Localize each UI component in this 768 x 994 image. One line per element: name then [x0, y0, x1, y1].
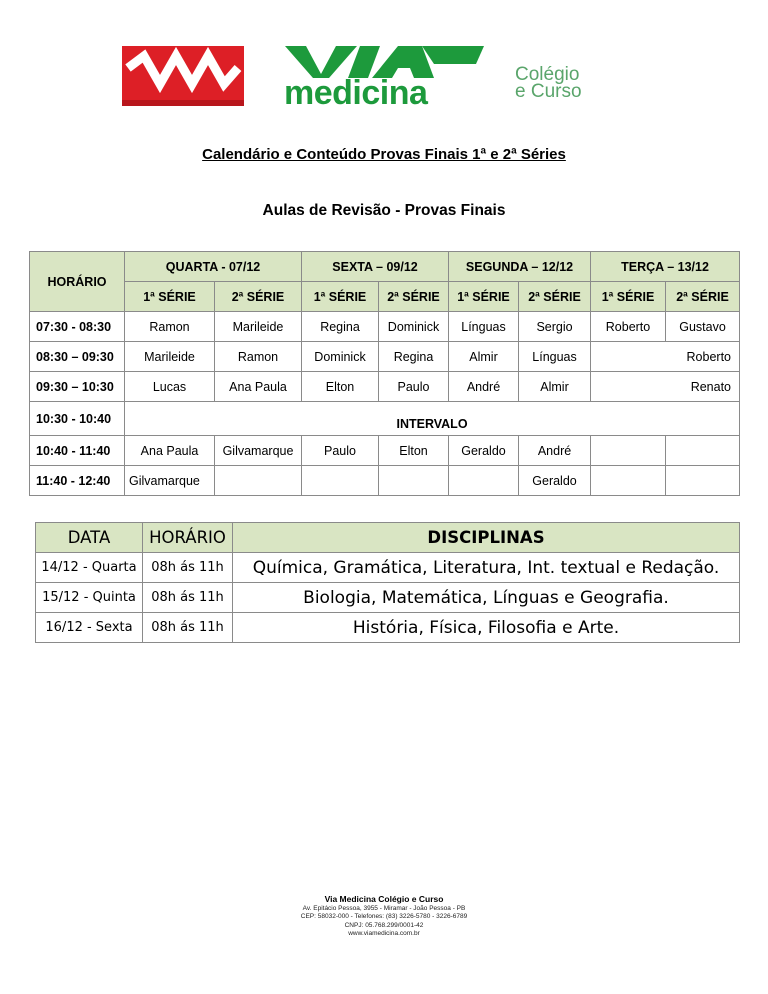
- teacher-cell: Marileide: [125, 342, 215, 372]
- teacher-cell: Paulo: [302, 436, 379, 466]
- teacher-cell: Dominick: [302, 342, 379, 372]
- teacher-cell: Almir: [519, 372, 591, 402]
- serie-header: 2ª SÉRIE: [666, 282, 740, 312]
- teacher-cell: Línguas: [449, 312, 519, 342]
- teacher-cell: Ramon: [215, 342, 302, 372]
- subjects-header: DISCIPLINAS: [233, 523, 740, 553]
- section-title: Aulas de Revisão - Provas Finais: [262, 202, 506, 219]
- footer-cep-phones: CEP: 58032-000 - Telefones: (83) 3226-5780 - 3226-6789: [300, 913, 468, 921]
- teacher-cell: Roberto: [591, 312, 666, 342]
- teacher-cell: Geraldo: [449, 436, 519, 466]
- teacher-cell: Paulo: [379, 372, 449, 402]
- footer-website: www.viamedicina.com.br: [348, 929, 420, 937]
- exam-date: 14/12 - Quarta: [36, 553, 143, 583]
- table-row: [36, 583, 740, 613]
- final-exams-table: [35, 522, 740, 643]
- teacher-cell: Roberto: [591, 342, 740, 372]
- teacher-cell: Línguas: [519, 342, 591, 372]
- teacher-cell: Gustavo: [666, 312, 740, 342]
- interval-label: INTERVALO: [125, 402, 740, 436]
- teacher-cell: Gilvamarque: [125, 466, 215, 496]
- table-row: [30, 436, 740, 466]
- time-cell: 07:30 - 08:30: [30, 312, 125, 342]
- exam-subjects: História, Física, Filosofia e Arte.: [233, 613, 740, 643]
- page-title: Calendário e Conteúdo Provas Finais 1ª e 2ª Séries: [202, 146, 566, 163]
- teacher-cell: [215, 466, 302, 496]
- exam-date: 16/12 - Sexta: [36, 613, 143, 643]
- day-header-segunda: SEGUNDA – 12/12: [449, 252, 591, 282]
- teacher-cell: Sergio: [519, 312, 591, 342]
- teacher-cell: [302, 466, 379, 496]
- teacher-cell: Regina: [302, 312, 379, 342]
- footer-address: Av. Epitácio Pessoa, 3955 - Miramar - João Pessoa - PB: [302, 905, 466, 912]
- serie-header: 1ª SÉRIE: [125, 282, 215, 312]
- table-row: [30, 372, 740, 402]
- teacher-cell: [591, 436, 666, 466]
- teacher-cell: André: [449, 372, 519, 402]
- teacher-cell: [591, 466, 666, 496]
- exam-subjects: Química, Gramática, Literatura, Int. textual e Redação.: [233, 553, 740, 583]
- day-header-sexta: SEXTA – 09/12: [302, 252, 449, 282]
- serie-header: 1ª SÉRIE: [449, 282, 519, 312]
- time-cell: 10:30 - 10:40: [30, 402, 125, 436]
- teacher-cell: André: [519, 436, 591, 466]
- time-cell: 10:40 - 11:40: [30, 436, 125, 466]
- footer-cnpj: CNPJ: 05.768.299/0001-42: [344, 921, 424, 929]
- day-header-quarta: QUARTA - 07/12: [125, 252, 302, 282]
- table-row: [30, 342, 740, 372]
- table-row: [36, 613, 740, 643]
- schedule-header-row: [30, 252, 740, 282]
- serie-header: 2ª SÉRIE: [519, 282, 591, 312]
- teacher-cell: [666, 436, 740, 466]
- time-cell: 08:30 – 09:30: [30, 342, 125, 372]
- time-cell: 11:40 - 12:40: [30, 466, 125, 496]
- via-medicina-logo: [122, 44, 642, 112]
- serie-header-row: [30, 282, 740, 312]
- teacher-cell: Gilvamarque: [215, 436, 302, 466]
- time-header: HORÁRIO: [143, 523, 233, 553]
- page-footer: [0, 894, 768, 938]
- teacher-cell: [379, 466, 449, 496]
- table-row: [36, 553, 740, 583]
- exam-time: 08h ás 11h: [143, 613, 233, 643]
- exam-time: 08h ás 11h: [143, 553, 233, 583]
- horario-header: HORÁRIO: [30, 252, 125, 312]
- exam-time: 08h ás 11h: [143, 583, 233, 613]
- serie-header: 2ª SÉRIE: [379, 282, 449, 312]
- serie-header: 1ª SÉRIE: [591, 282, 666, 312]
- teacher-cell: Ana Paula: [125, 436, 215, 466]
- teacher-cell: Regina: [379, 342, 449, 372]
- teacher-cell: Elton: [379, 436, 449, 466]
- date-header: DATA: [36, 523, 143, 553]
- teacher-cell: Renato: [591, 372, 740, 402]
- table-row: [30, 312, 740, 342]
- teacher-cell: [449, 466, 519, 496]
- exam-date: 15/12 - Quinta: [36, 583, 143, 613]
- teacher-cell: Elton: [302, 372, 379, 402]
- teacher-cell: Ana Paula: [215, 372, 302, 402]
- review-schedule-table: [29, 251, 740, 496]
- day-header-terca: TERÇA – 13/12: [591, 252, 740, 282]
- teacher-cell: Ramon: [125, 312, 215, 342]
- serie-header: 2ª SÉRIE: [215, 282, 302, 312]
- teacher-cell: Geraldo: [519, 466, 591, 496]
- footer-school-name: Via Medicina Colégio e Curso: [324, 894, 444, 904]
- teacher-cell: Marileide: [215, 312, 302, 342]
- interval-row: [30, 402, 740, 436]
- teacher-cell: Almir: [449, 342, 519, 372]
- logo-subtitle-line-1: Colégio: [515, 64, 580, 85]
- table-row: [30, 466, 740, 496]
- teacher-cell: Lucas: [125, 372, 215, 402]
- teacher-cell: Dominick: [379, 312, 449, 342]
- logo-subtitle-line-2: e Curso: [515, 81, 582, 102]
- teacher-cell: [666, 466, 740, 496]
- logo-subtitle: [515, 66, 582, 100]
- exam-subjects: Biologia, Matemática, Línguas e Geografia.: [233, 583, 740, 613]
- serie-header: 1ª SÉRIE: [302, 282, 379, 312]
- exams-header-row: [36, 523, 740, 553]
- time-cell: 09:30 – 10:30: [30, 372, 125, 402]
- logo-wordmark: medicina: [284, 74, 428, 112]
